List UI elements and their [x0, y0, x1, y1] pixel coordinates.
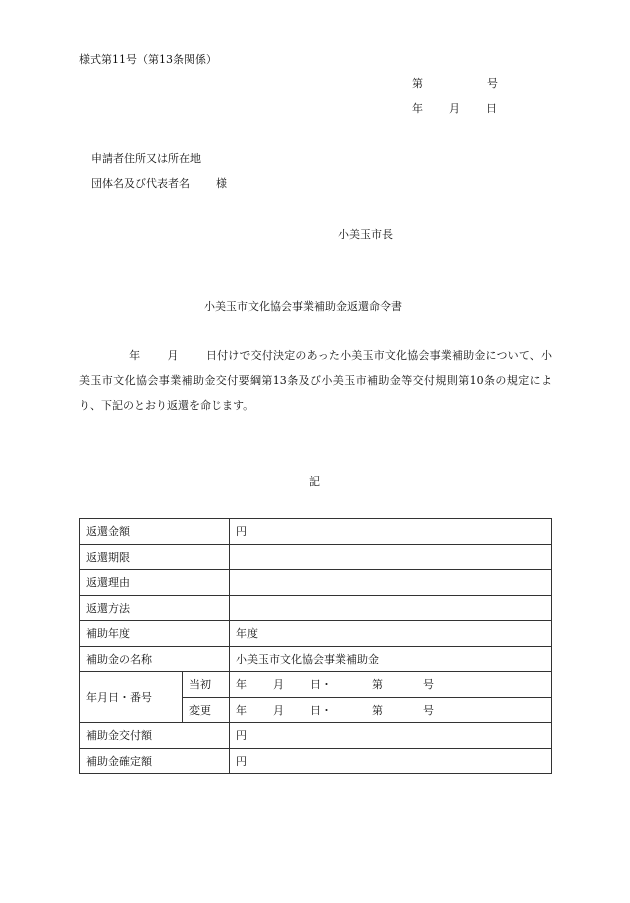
initial-day: 日・ [310, 678, 332, 692]
addressee-address: 申請者住所又は所在地 [91, 152, 201, 165]
document-number-line [412, 77, 498, 91]
initial-number-prefix: 第 [372, 678, 383, 692]
document-date-year: 年 [412, 102, 423, 115]
document-number-suffix: 号 [487, 77, 498, 90]
body-year: 年 [129, 349, 141, 362]
table-row [80, 646, 552, 672]
addressee-name: 団体名及び代表者名 [91, 177, 190, 190]
changed-day: 日・ [310, 703, 332, 717]
grant-name-label: 補助金の名称 [80, 646, 230, 672]
table-row [80, 519, 552, 545]
ki-heading: 記 [309, 475, 320, 488]
table-row [80, 748, 552, 774]
form-number: 様式第11号（第13条関係） [79, 53, 217, 66]
body-text: 日付けで交付決定のあった小美玉市文化協会事業補助金について、小美玉市文化協会事業補助金交付要綱第13条及び小美玉市補助金等交付規則第10条の規定により、下記のとおり返還を命じます。 [79, 349, 552, 412]
document-date-day: 日 [486, 102, 497, 115]
refund-amount-value: 円 [230, 519, 552, 545]
refund-reason-label: 返還理由 [80, 570, 230, 596]
grant-amount-value: 円 [230, 723, 552, 749]
refund-amount-label: 返還金額 [80, 519, 230, 545]
table-row [80, 672, 552, 698]
confirmed-amount-label: 補助金確定額 [80, 748, 230, 774]
date-number-label: 年月日・番号 [80, 672, 183, 723]
document-date-line [412, 102, 497, 116]
body-month: 月 [167, 349, 179, 362]
refund-deadline-value [230, 544, 552, 570]
table-row [80, 595, 552, 621]
issuer: 小美玉市長 [338, 228, 393, 241]
grant-name-value: 小美玉市文化協会事業補助金 [230, 646, 552, 672]
refund-reason-value [230, 570, 552, 596]
table-row [80, 544, 552, 570]
document-number-prefix: 第 [412, 77, 423, 90]
initial-month: 月 [273, 678, 284, 692]
changed-number-suffix: 号 [423, 703, 434, 717]
changed-number-prefix: 第 [372, 703, 383, 717]
initial-number-suffix: 号 [423, 678, 434, 692]
table-row [80, 621, 552, 647]
table-row [80, 723, 552, 749]
document-date-month: 月 [449, 102, 460, 115]
changed-month: 月 [273, 703, 284, 717]
refund-details-table [79, 518, 552, 774]
addressee-name-line [91, 177, 227, 191]
fiscal-year-value: 年度 [230, 621, 552, 647]
table-row [80, 570, 552, 596]
refund-deadline-label: 返還期限 [80, 544, 230, 570]
initial-label: 当初 [183, 672, 230, 698]
initial-year: 年 [236, 678, 247, 692]
changed-label: 変更 [183, 697, 230, 723]
confirmed-amount-value: 円 [230, 748, 552, 774]
addressee-honorific: 様 [216, 177, 227, 190]
document-title: 小美玉市文化協会事業補助金返還命令書 [204, 300, 402, 313]
fiscal-year-label: 補助年度 [80, 621, 230, 647]
refund-method-label: 返還方法 [80, 595, 230, 621]
changed-date-number [230, 697, 552, 723]
refund-method-value [230, 595, 552, 621]
body-paragraph [79, 343, 552, 418]
initial-date-number [230, 672, 552, 698]
changed-year: 年 [236, 703, 247, 717]
grant-amount-label: 補助金交付額 [80, 723, 230, 749]
